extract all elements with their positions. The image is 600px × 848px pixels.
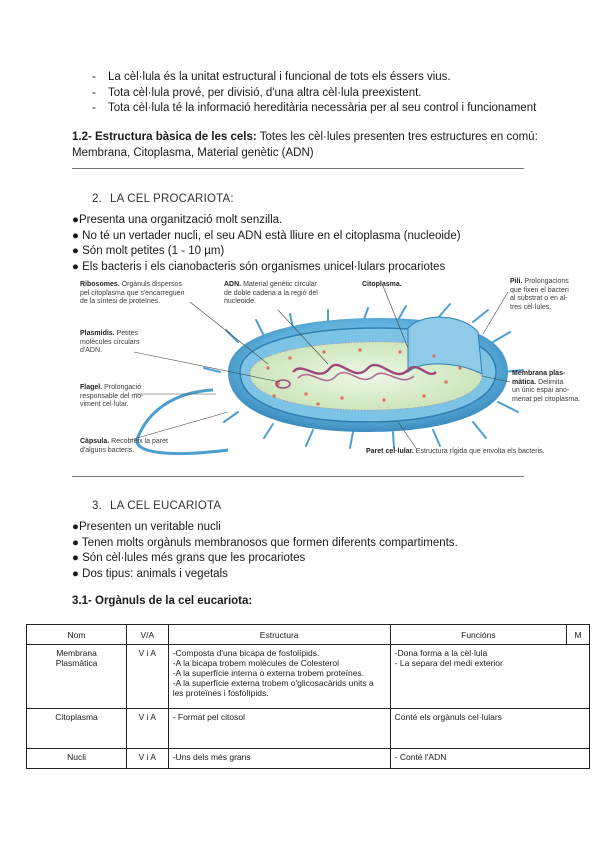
intro-item: - Tota cèl·lula té la informació hereditària necessària per al seu control i funcionament [92, 101, 536, 117]
bullet-item: ●Presenta una organització molt senzilla. [72, 214, 283, 226]
bullet-item: ● Són cèl·lules més grans que les procariotes [72, 552, 306, 564]
label-adn-text: Material genètic circular [241, 281, 317, 288]
cell-est-line: -A la superfície externa trobem o'glicosacàrids units a [172, 678, 374, 688]
label-ribosomes-text: de la síntesi de proteïnes. [80, 298, 161, 305]
label-membrana-text: menat pel citoplasma. [512, 395, 581, 403]
cell-estructura: -Uns dels més grans [168, 749, 390, 769]
label-pili-text: que fixen el bacteri [510, 286, 569, 294]
label-adn-text: nucleoide. [224, 298, 256, 305]
cell-va: V i A [127, 645, 169, 709]
label-flagel [80, 384, 143, 410]
cell-est-line: -Composta d'una bicapa de fosfolípids. [172, 648, 320, 658]
eucariota-bullets [72, 520, 458, 582]
section-3-heading [92, 500, 221, 512]
cell-est-line: -A la superfície interna o externa trobem proteïnes. [172, 668, 365, 678]
organelles-table [26, 624, 590, 769]
label-flagel-text: viment cel·lular. [80, 401, 129, 408]
cell-nom: Citoplasma [27, 709, 127, 749]
label-plasmidis-text: d'ADN. [80, 347, 102, 354]
label-capsula [80, 438, 168, 455]
cell-est-line: -A la bicapa trobem molècules de Colesterol [172, 658, 339, 668]
label-ribosomes-title: Ribosomes. [80, 281, 120, 288]
section-1-2-title: 1.2- Estructura bàsica de les cels: [72, 131, 257, 143]
bullet-item: ● Són molt petites (1 - 10 µm) [72, 245, 225, 257]
label-pili-text: al substrat o en al- [510, 295, 568, 302]
label-capsula-text: d'alguns bacteris. [80, 446, 135, 454]
table-header-row [27, 625, 590, 645]
label-plasmidis-text: Petites [114, 330, 138, 337]
label-paret-text: Estructura rígida que envolta els bacteris. [413, 448, 545, 455]
label-membrana-text: Delimita [536, 378, 564, 386]
table-row [27, 749, 590, 769]
label-pili-text: Prolongacions [522, 278, 569, 285]
label-ribosomes-text: pel citoplasma que s'encarreguen [80, 289, 185, 297]
bullet-item: ● Tenen molts orgànuls membranosos que formen diferents compartiments. [72, 536, 458, 549]
label-flagel-title: Flagel. [80, 384, 103, 391]
label-capsula-text: Recobreix la paret [109, 438, 168, 445]
label-paret [366, 448, 545, 457]
cell-funcions: Conté els orgànuls cel·lulars [390, 709, 589, 749]
bullet-item: ● Dos tipus: animals i vegetals [72, 567, 228, 580]
header-estructura: Estructura [168, 625, 390, 645]
label-membrana-title: Membrana plas- [512, 370, 566, 377]
bullet-item: ●Presenten un veritable nucli [72, 521, 221, 533]
label-ribosomes [80, 281, 184, 307]
table-row [27, 709, 590, 749]
divider [72, 476, 524, 477]
section-3-title: LA CEL EUCARIOTA [110, 500, 222, 512]
section-2-number: 2. [92, 193, 102, 205]
label-capsula-title: Càpsula. [80, 438, 110, 445]
label-membrana-text: un únic espai ano- [512, 387, 570, 394]
divider [72, 168, 524, 169]
cell-estructura [168, 645, 390, 709]
table-row [27, 645, 590, 709]
label-pili-title: Pili. [510, 278, 523, 285]
header-va: V/A [127, 625, 169, 645]
label-flagel-text: responsable del mo- [80, 392, 144, 400]
section-1-2-text-line2: Membrana, Citoplasma, Material genètic (ADN) [72, 146, 314, 159]
label-pili-text: tres cèl·lules. [510, 303, 552, 311]
cell-funcions: - Conté l'ADN [390, 749, 589, 769]
label-flagel-text: Prolongació [102, 384, 142, 391]
cell-nom-line: Plasmàtica [55, 658, 98, 668]
section-1-2-paragraph [72, 130, 542, 161]
cell-nom: Nucli [27, 749, 127, 769]
cell-va: V i A [127, 709, 169, 749]
bullet-item: ● No té un vertader nucli, el seu ADN està lliure en el citoplasma (nucleoide) [72, 229, 461, 242]
prokaryote-diagram [78, 272, 588, 464]
cell-fun-line: -Dona forma a la cèl·lula [394, 648, 488, 658]
label-plasmidis-text: molècules circulars [80, 338, 140, 346]
label-pili [510, 278, 569, 312]
label-adn-text: de doble cadena a la regió del [224, 289, 318, 297]
label-citoplasma-title: Citoplasma. [362, 281, 402, 288]
label-ribosomes-text: Orgànuls dispersos [119, 281, 182, 288]
cell-nom [27, 645, 127, 709]
section-3-1-title: 3.1- Orgànuls de la cel eucariota: [72, 595, 253, 607]
cell-est-line: les proteïnes i fosfolípids. [172, 688, 269, 698]
cell-estructura: - Format pel citosol [168, 709, 390, 749]
label-membrana [512, 370, 580, 404]
section-3-number: 3. [92, 500, 102, 512]
cell-nom-line: Membrana [56, 648, 97, 658]
label-membrana-title-2: màtica. [512, 378, 537, 386]
section-2-title: LA CEL PROCARIOTA: [110, 193, 234, 205]
label-paret-title: Paret cel·lular. [366, 448, 414, 455]
section-1-2-text: Totes les cèl·lules presenten tres estructures en comú: [256, 131, 538, 143]
header-m: M [567, 625, 590, 645]
header-funcions: Funcións [390, 625, 566, 645]
procariota-bullets [72, 213, 461, 275]
label-plasmidis [80, 330, 140, 356]
cell-fun-line: - La separa del medi exterior [394, 658, 503, 668]
bullet-item: ● Els bacteris i els cianobacteris són organismes unicel·lulars procariotes [72, 260, 446, 273]
header-nom: Nom [27, 625, 127, 645]
intro-item: - La cèl·lula és la unitat estructural i funcional de tots els éssers vius. [92, 70, 536, 86]
intro-item: - Tota cèl·lula prové, per divisió, d'una altra cèl·lula preexistent. [92, 86, 536, 102]
intro-list [92, 70, 536, 117]
label-plasmidis-title: Plasmidis. [80, 330, 115, 337]
cell-funcions [390, 645, 589, 709]
label-citoplasma [362, 281, 402, 290]
section-2-heading [92, 193, 234, 205]
label-adn [224, 281, 318, 307]
label-adn-title: ADN. [224, 281, 242, 288]
cell-va: V i A [127, 749, 169, 769]
